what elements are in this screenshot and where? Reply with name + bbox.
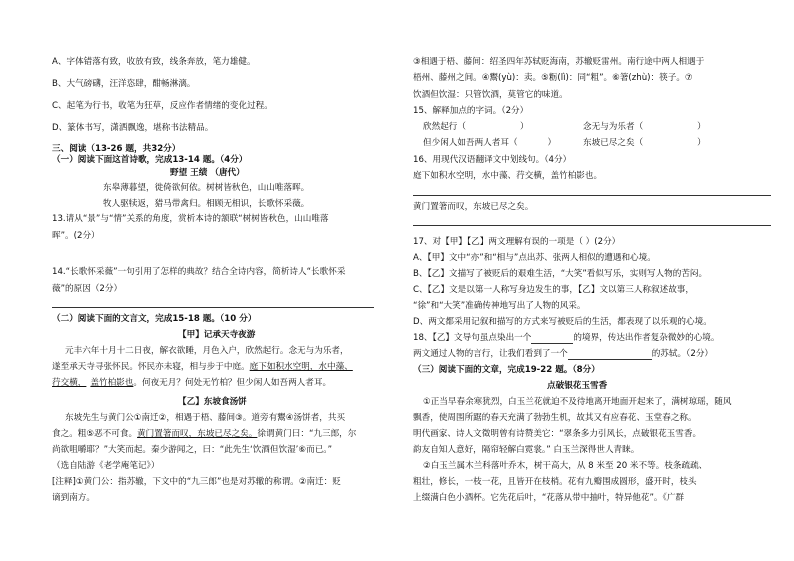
passage-jia-title: 【甲】记承天寺夜游: [178, 330, 256, 340]
option-a: A、字体错落有致，收放有致，线条奔放，笔力雄健。: [52, 57, 256, 67]
notes-line-4: 梧州、藤州之间。④鬻(yù)：卖。⑤粝(lì)：同“粗”。⑥箸(zhù)：筷子。⑦: [413, 73, 693, 83]
article-line-3: 明代画家、诗人文徵明曾有诗赞美它：“翠条多力引风长，点破银花玉雪香。: [413, 429, 702, 439]
question-13-cont: 晖”。(2分）: [52, 231, 100, 241]
article-line-6: 粗壮，修长，一枝一花，且皆开在枝梢。花有九瓣围成圆形，盛开时，枝头: [413, 477, 697, 487]
q15-item-c: 但少闲人如吾两人者耳（ ）: [423, 138, 557, 148]
question-17: 17、对【甲】【乙】两文理解有误的一项是（ ）(2分）: [413, 237, 621, 247]
q17-option-c-cont: “徐”和“大笑”准确传神地写出了人物的风采。: [413, 301, 586, 311]
notes-line-5: 饮酒但饮湿：只管饮酒，莫管它的味道。: [413, 90, 568, 100]
article-line-5: ②白玉兰属木兰科落叶乔木，树干高大，从 8 米至 20 米不等。枝条疏疏、: [423, 461, 708, 471]
passage-yi-line-3: 尚欲咀嚼耶？”大笑而起。秦少游闻之，曰：“此先生‘饮酒但饮湿’⑥而已。”: [52, 445, 333, 455]
passage-yi-line-2: 食之。粗⑤恶不可食。黄门置箸而叹，东坡已尽之矣。徐谓黄门曰：“九三郎，尔: [52, 429, 357, 439]
q16-sentence-2: 黄门置箸而叹，东坡已尽之矣。: [413, 202, 534, 212]
article-line-7: 上缀满白色小酒杯。它先花后叶，“花落从带中抽叶，特异他花”。《广群: [413, 493, 685, 503]
passage-jia-line-2: 遂至承天寺寻张怀民。怀民亦未寝，相与步于中庭。庭下如积水空明，水中藻、: [52, 362, 353, 372]
question-14: 14.“长歌怀采薇”一句引用了怎样的典故？结合全诗内容，简析诗人“长歌怀采: [52, 267, 346, 277]
passage-jia-line-3: 荇交横， 盖竹柏影也。何夜无月？何处无竹柏？但少闲人如吾两人者耳。: [52, 378, 332, 388]
question-18-cont: 两文通过人物的言行，让我们看到了一个 的苏轼。（2分）: [413, 349, 714, 359]
poem-title: 野望 王绩 （唐代）: [170, 168, 245, 178]
article-line-2: 飘香，使周围所踞的春天充满了勃勃生机，故其又有应春花、玉堂春之称。: [413, 413, 697, 423]
q17-option-c: C、【乙】文是以第一人称写身边发生的事，【乙】文以第三人称叙述故事，: [413, 285, 694, 295]
answer-line: [413, 195, 771, 196]
q17-option-a: A、【甲】文中“亦”和“相与”点出苏、张两人相似的遭遇和心境。: [413, 253, 656, 263]
notes-line-2: 谪到南方。: [52, 493, 95, 503]
q15-item-d: 东坡已尽之矣（ ）: [583, 138, 706, 148]
option-d: D、篆体书写，潇洒飘逸，堪称书法精品。: [52, 123, 214, 133]
q15-item-a: 欣然起行（ ）: [423, 122, 529, 132]
subsection-2-heading: （二）阅读下面的文言文，完成15-18 题。（10 分）: [52, 314, 257, 324]
article-line-4: 韵友自知人意好，隔帘轻解白霓裳。” 白玉兰深得世人青睐。: [413, 445, 640, 455]
question-16: 16、用现代汉语翻译文中划线句。（4分）: [413, 155, 572, 165]
passage-source: （选自陆游《老学庵笔记》）: [52, 461, 160, 471]
question-13: 13.请从“景”与“情”关系的角度，赏析本诗的颔联“树树皆秋色，山山唯落: [52, 214, 329, 224]
notes-line-1: [注释]①黄门公：指苏辙，下文中的“九三郎”也是对苏辙的称谓。②南迁：贬: [52, 477, 341, 487]
subsection-1-heading: （一）阅读下面这首诗歌，完成13-14 题。（4分）: [52, 155, 248, 165]
q16-sentence-1: 庭下如积水空明，水中藻、荇交横，盖竹柏影也。: [413, 171, 603, 181]
passage-yi-line-1: 东坡先生与黄门公①南迁②，相遇于梧、藤间③。道旁有鬻④汤饼者，共买: [65, 413, 346, 423]
q15-item-b: 念无与为乐者（ ）: [583, 122, 706, 132]
q17-option-b: B、【乙】文描写了被贬后的艰难生活，“大笑”看似写乐，实则写人物的苦闷。: [413, 269, 708, 279]
option-b: B、大气磅礴，汪洋恣肆，酣畅淋漓。: [52, 79, 196, 89]
question-18: 18、【乙】文导句虽点染出一个 的境界，传达出作者复杂微妙的心境。: [413, 333, 720, 343]
question-14-cont: 薇”的原因（2分）: [52, 284, 123, 294]
question-15: 15、解释加点的字词。（2分）: [413, 106, 529, 116]
answer-line: [52, 307, 374, 308]
subsection-3-heading: （三）阅读下面的文章，完成19-22 题。（8分）: [413, 365, 600, 375]
poem-line-2: 牧人驱犊返，猎马带禽归。相顾无相识，长歌怀采薇。: [103, 199, 310, 209]
passage-yi-title: 【乙】东坡食汤饼: [178, 397, 247, 407]
notes-line-3: ③相遇于梧、藤间：绍圣四年苏轼贬海南，苏辙贬雷州。南行途中两人相遇于: [413, 57, 705, 67]
answer-line: [413, 225, 771, 226]
section-3-heading: 三、阅读（13-26 题，共32分）: [52, 144, 181, 154]
poem-line-1: 东皋薄暮望，徙倚欲何依。树树皆秋色，山山唯落晖。: [103, 183, 310, 193]
article-line-1: ①正当早春余寒犹烈，白玉兰花就迫不及待地离开地面开起来了，满树琼瑶，随风: [423, 397, 732, 407]
passage-jia-line-1: 元丰六年十月十二日夜，解衣欲睡，月色入户，欣然起行。念无与为乐者，: [65, 346, 349, 356]
article-title: 点破银花玉雪香: [547, 381, 608, 391]
option-c: C、起笔为行书，收笔为狂草，反应作者情绪的变化过程。: [52, 101, 273, 111]
q17-option-d: D、两文都采用记叙和描写的方式来写被贬后的生活，都表现了以乐观的心境。: [413, 317, 712, 327]
